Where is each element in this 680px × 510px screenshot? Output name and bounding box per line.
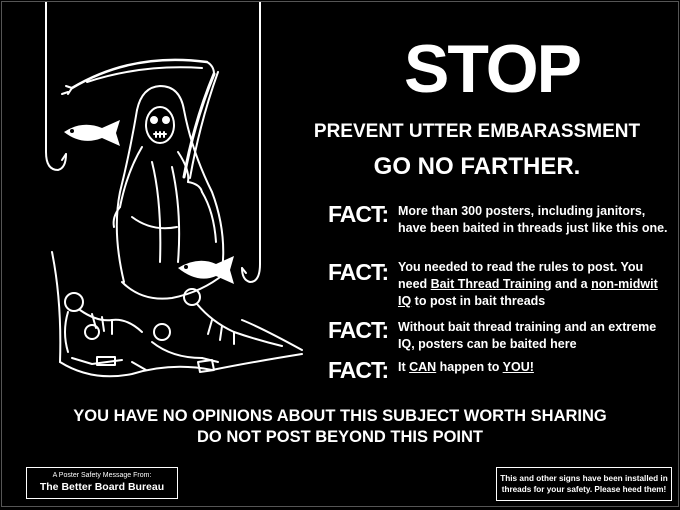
can-emphasis: CAN: [409, 360, 437, 374]
installed-notice-text: This and other signs have been installed in threads for your safety. Please heed them!: [500, 474, 668, 494]
fact-2-text-part: You needed to read the rules to post. You need: [398, 260, 644, 291]
fact-1-text-part: More than 300 posters, including janitors, have been baited in threads just like this one.: [398, 204, 668, 235]
fact-1-text: [398, 203, 668, 237]
fishing-hook-icon: [242, 2, 260, 282]
stop-headline: STOP: [404, 31, 580, 107]
fishing-hook-icon: [46, 2, 66, 170]
fact-label: FACT:: [328, 357, 389, 383]
non-midwit-iq-link[interactable]: non-midwit IQ: [398, 277, 658, 308]
bureau-name: The Better Board Bureau: [39, 481, 165, 493]
fish-icon: [178, 256, 234, 284]
fish-icon: [64, 120, 120, 146]
scythe-icon: [62, 60, 218, 178]
fact-2-text: [398, 259, 668, 310]
credit-caption: A Poster Safety Message From:: [52, 472, 152, 479]
fact-3-text-part: Without bait thread training and an extreme IQ, posters can be baited here: [398, 320, 657, 351]
safety-poster: [2, 2, 678, 506]
installed-notice-box: [496, 467, 672, 501]
reaper-illustration: [2, 2, 332, 402]
fact-3-text: [398, 319, 668, 353]
bottom-warning-1: YOU HAVE NO OPINIONS ABOUT THIS SUBJECT WORTH SHARING: [73, 407, 607, 425]
fact-4-text: [398, 359, 668, 376]
subhead-go-no-farther: GO NO FARTHER.: [373, 153, 581, 180]
skeleton-icon: [65, 293, 142, 364]
fact-4-text-part: happen to: [436, 360, 503, 374]
you-emphasis: YOU!: [502, 360, 534, 374]
bait-thread-training-link[interactable]: Bait Thread Training: [430, 277, 552, 291]
grim-reaper-icon: [114, 86, 224, 282]
bureau-credit-box: [26, 467, 178, 499]
fact-2-text-part: and a: [551, 277, 592, 291]
fact-4-text-part: It: [398, 360, 410, 374]
fact-label: FACT:: [328, 201, 389, 227]
fact-2-text-part: to post in bait threads: [411, 294, 546, 308]
subhead-embarassment: PREVENT UTTER EMBARASSMENT: [313, 121, 641, 142]
bottom-warning-2: DO NOT POST BEYOND THIS POINT: [196, 428, 484, 446]
fact-label: FACT:: [328, 259, 389, 285]
fact-label: FACT:: [328, 317, 389, 343]
